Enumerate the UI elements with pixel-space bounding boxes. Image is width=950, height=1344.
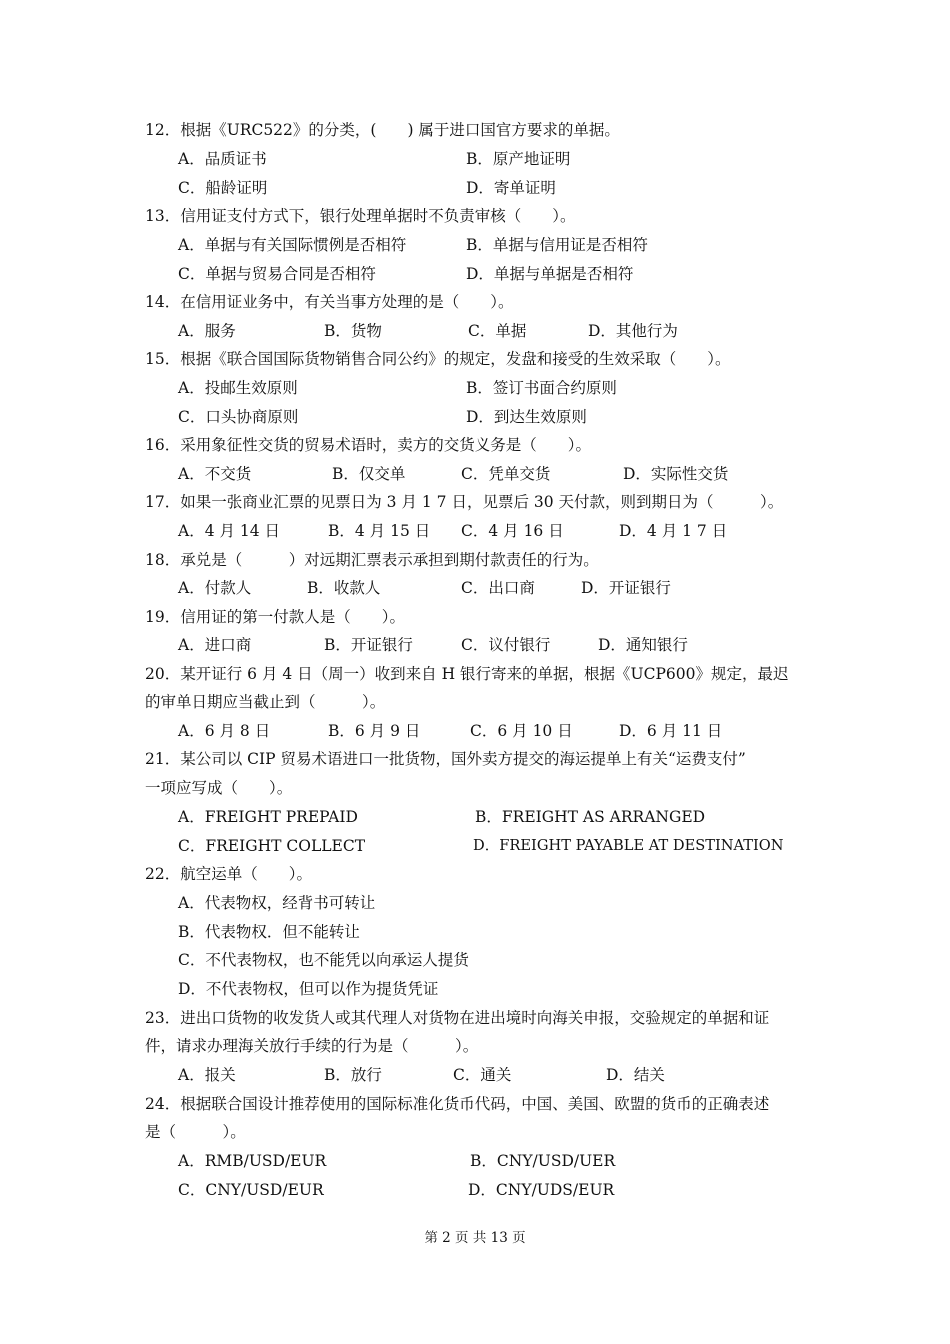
question-13-option-c: C．单据与贸易合同是否相符 (178, 265, 376, 283)
question-19-option-b: B．开证银行 (324, 636, 413, 654)
question-14-option-a: A．服务 (178, 322, 236, 340)
question-16-option-b: B．仅交单 (332, 465, 406, 483)
question-14-stem: 14．在信用证业务中，有关当事方处理的是（ ）。 (145, 293, 514, 311)
question-13-option-b: B．单据与信用证是否相符 (466, 236, 648, 254)
question-17-option-d: D．4 月 1 7 日 (619, 522, 728, 540)
question-18-option-d: D．开证银行 (581, 579, 671, 597)
question-15-option-c: C．口头协商原则 (178, 408, 299, 426)
question-21-stem-line2: 一项应写成（ ）。 (145, 779, 293, 797)
question-20-option-d: D．6 月 11 日 (619, 722, 723, 740)
question-12-stem: 12．根据《URC522》的分类，( ) 属于进口国官方要求的单据。 (145, 121, 620, 139)
question-24-stem-line2: 是（ ）。 (145, 1123, 246, 1141)
question-15-option-d: D．到达生效原则 (466, 408, 587, 426)
question-21-stem-line1: 21．某公司以 CIP 贸易术语进口一批货物，国外卖方提交的海运提单上有关“运费支付” (145, 750, 746, 768)
question-23-option-c: C．通关 (453, 1066, 512, 1084)
question-19-option-d: D．通知银行 (598, 636, 688, 654)
question-23-option-b: B．放行 (324, 1066, 382, 1084)
question-20-stem-line1: 20．某开证行 6 月 4 日（周一）收到来自 H 银行寄来的单据，根据《UCP600》规定，最迟 (145, 665, 789, 683)
question-13-option-d: D．单据与单据是否相符 (466, 265, 634, 283)
question-21-option-c: C．FREIGHT COLLECT (178, 837, 366, 855)
question-14-option-c: C．单据 (468, 322, 527, 340)
question-18-option-c: C．出口商 (461, 579, 535, 597)
question-16-option-a: A．不交货 (178, 465, 252, 483)
question-17-option-b: B．4 月 15 日 (328, 522, 431, 540)
question-22-option-b: B．代表物权．但不能转让 (178, 923, 360, 941)
question-20-stem-line2: 的审单日期应当截止到（ ）。 (145, 693, 386, 711)
question-15-stem: 15．根据《联合国国际货物销售合同公约》的规定，发盘和接受的生效采取（ ）。 (145, 350, 731, 368)
question-20-option-b: B．6 月 9 日 (328, 722, 421, 740)
question-22-option-a: A．代表物权，经背书可转让 (178, 894, 376, 912)
question-18-stem: 18．承兑是（ ）对远期汇票表示承担到期付款责任的行为。 (145, 551, 599, 569)
question-17-option-a: A．4 月 14 日 (178, 522, 281, 540)
question-13-stem: 13．信用证支付方式下，银行处理单据时不负责审核（ ）。 (145, 207, 576, 225)
question-16-stem: 16．采用象征性交货的贸易术语时，卖方的交货义务是（ ）。 (145, 436, 591, 454)
question-12-option-d: D．寄单证明 (466, 179, 556, 197)
question-14-option-b: B．货物 (324, 322, 382, 340)
question-23-option-d: D．结关 (606, 1066, 665, 1084)
question-12-option-c: C．船龄证明 (178, 179, 268, 197)
question-24-option-b: B．CNY/USD/UER (470, 1152, 616, 1170)
question-19-stem: 19．信用证的第一付款人是（ ）。 (145, 608, 405, 626)
question-17-stem: 17．如果一张商业汇票的见票日为 3 月 1 7 日，见票后 30 天付款，则到期日为（ ）。 (145, 493, 784, 511)
question-22-option-c: C．不代表物权，也不能凭以向承运人提货 (178, 951, 469, 969)
question-19-option-c: C．议付银行 (461, 636, 551, 654)
page-number-footer: 第 2 页 共 13 页 (424, 1230, 526, 1246)
question-18-option-b: B．收款人 (307, 579, 381, 597)
question-13-option-a: A．单据与有关国际惯例是否相符 (178, 236, 407, 254)
question-15-option-a: A．投邮生效原则 (178, 379, 298, 397)
question-16-option-d: D．实际性交货 (623, 465, 729, 483)
question-24-option-a: A．RMB/USD/EUR (178, 1152, 327, 1170)
question-14-option-d: D．其他行为 (588, 322, 678, 340)
question-22-stem: 22．航空运单（ ）。 (145, 865, 312, 883)
question-22-option-d: D．不代表物权，但可以作为提货凭证 (178, 980, 439, 998)
question-12-option-a: A．品质证书 (178, 150, 267, 168)
question-15-option-b: B．签订书面合约原则 (466, 379, 617, 397)
question-21-option-b: B．FREIGHT AS ARRANGED (475, 808, 706, 826)
question-21-option-d: D．FREIGHT PAYABLE AT DESTINATION (473, 837, 784, 854)
question-18-option-a: A．付款人 (178, 579, 252, 597)
question-16-option-c: C．凭单交货 (461, 465, 551, 483)
question-23-stem-line1: 23．进出口货物的收发货人或其代理人对货物在进出境时向海关申报，交验规定的单据和证 (145, 1009, 770, 1027)
question-21-option-a: A．FREIGHT PREPAID (178, 808, 358, 826)
question-24-option-d: D．CNY/UDS/EUR (468, 1181, 615, 1199)
question-17-option-c: C．4 月 16 日 (461, 522, 564, 540)
question-23-option-a: A．报关 (178, 1066, 236, 1084)
question-20-option-c: C．6 月 10 日 (470, 722, 573, 740)
question-12-option-b: B．原产地证明 (466, 150, 571, 168)
question-24-option-c: C．CNY/USD/EUR (178, 1181, 324, 1199)
question-24-stem-line1: 24．根据联合国设计推荐使用的国际标准化货币代码，中国、美国、欧盟的货币的正确表述 (145, 1095, 770, 1113)
question-23-stem-line2: 件，请求办理海关放行手续的行为是（ ）。 (145, 1037, 479, 1055)
question-19-option-a: A．进口商 (178, 636, 252, 654)
question-20-option-a: A．6 月 8 日 (178, 722, 271, 740)
